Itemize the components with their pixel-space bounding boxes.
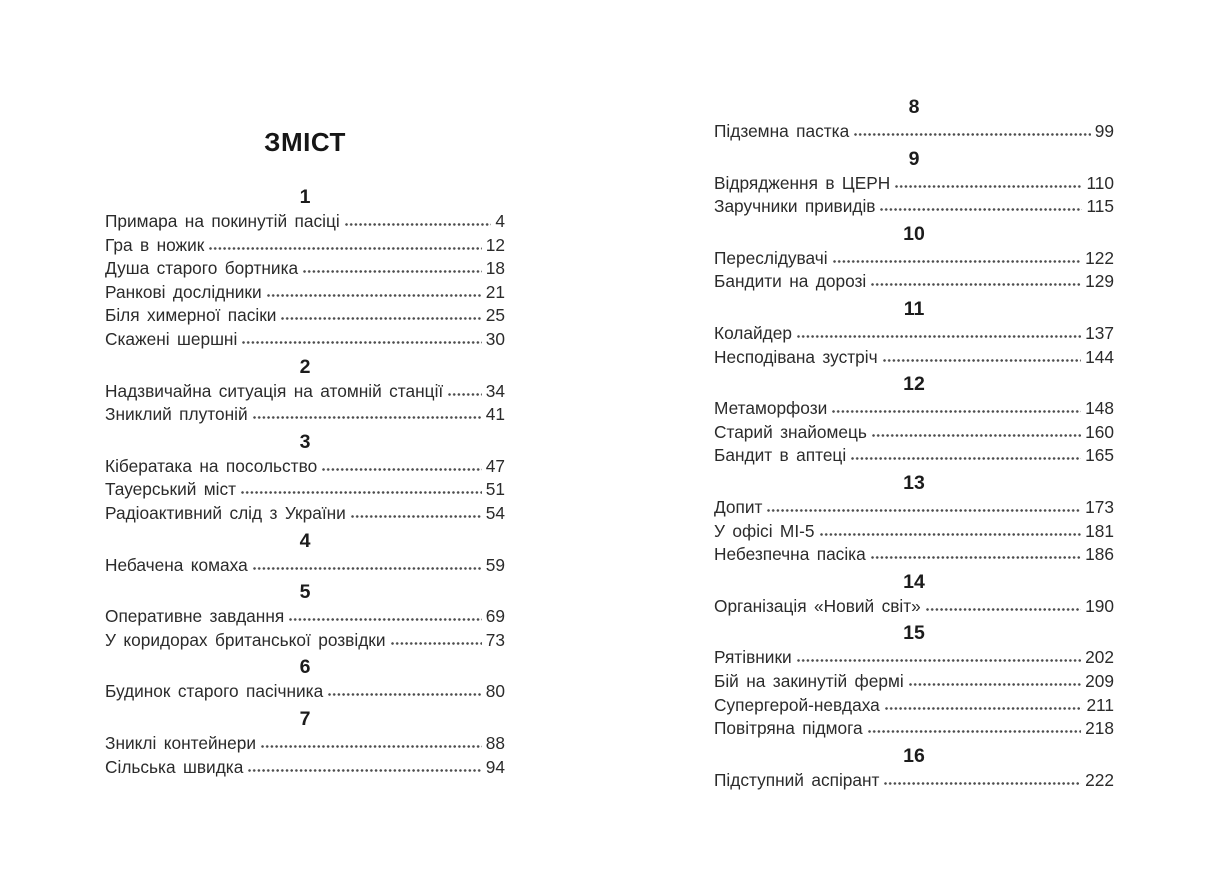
entry-page-number: 115 bbox=[1086, 196, 1114, 217]
entry-page-number: 209 bbox=[1085, 670, 1114, 691]
entry-page-number: 34 bbox=[485, 380, 505, 401]
toc-entry bbox=[105, 403, 505, 427]
chapter-number: 1 bbox=[299, 186, 311, 208]
entry-page-number: 54 bbox=[485, 502, 505, 523]
entry-page-number: 59 bbox=[485, 554, 505, 575]
dot-leader bbox=[875, 207, 1086, 212]
toc-entry bbox=[714, 670, 1114, 694]
dot-leader bbox=[921, 607, 1085, 612]
entry-page-number: 69 bbox=[485, 606, 505, 627]
entry-page-number: 190 bbox=[1085, 595, 1114, 616]
chapter-number: 7 bbox=[299, 707, 311, 730]
entry-page-number: 129 bbox=[1085, 271, 1114, 292]
dot-leader bbox=[204, 246, 485, 251]
toc-sections-left bbox=[105, 185, 505, 779]
dot-leader bbox=[846, 456, 1085, 461]
entry-page-number: 218 bbox=[1085, 718, 1114, 739]
entry-title: Несподівана зустріч bbox=[714, 346, 878, 367]
toc-column-right bbox=[714, 92, 1114, 792]
entry-page-number: 73 bbox=[485, 629, 505, 650]
entry-page-number: 47 bbox=[485, 455, 505, 476]
entry-page-number: 186 bbox=[1085, 544, 1114, 565]
entry-page-number: 25 bbox=[485, 305, 505, 326]
entry-page-number: 181 bbox=[1085, 520, 1114, 541]
toc-entry bbox=[714, 120, 1114, 144]
toc-entry bbox=[105, 210, 505, 234]
entry-title: Біля химерної пасіки bbox=[105, 305, 277, 326]
toc-entry bbox=[105, 732, 505, 756]
toc-entry bbox=[105, 680, 505, 704]
entry-page-number: 41 bbox=[485, 404, 505, 425]
entry-page-number: 4 bbox=[495, 211, 505, 231]
entry-title: Примара на покинутій пасіці bbox=[105, 211, 340, 231]
dot-leader bbox=[863, 729, 1086, 734]
dot-leader bbox=[317, 467, 486, 472]
entry-title: Старий знайомець bbox=[714, 421, 867, 442]
entry-title: Підступний аспірант bbox=[714, 769, 880, 790]
toc-entry bbox=[714, 270, 1114, 294]
toc-entry bbox=[714, 769, 1114, 793]
dot-leader bbox=[256, 744, 486, 749]
entry-title: Заручники привидів bbox=[714, 196, 876, 217]
toc-entry bbox=[714, 421, 1114, 445]
entry-page-number: 160 bbox=[1085, 421, 1114, 442]
dot-leader bbox=[340, 222, 496, 227]
dot-leader bbox=[248, 566, 486, 571]
toc-entry bbox=[105, 455, 505, 479]
entry-title: Колайдер bbox=[714, 322, 792, 343]
entry-title: Бандити на дорозі bbox=[714, 271, 867, 292]
dot-leader bbox=[904, 682, 1085, 687]
dot-leader bbox=[262, 293, 486, 298]
entry-title: Скажені шершні bbox=[105, 328, 238, 349]
chapter-number: 12 bbox=[903, 373, 925, 396]
entry-title: Повітряна підмога bbox=[714, 718, 863, 739]
toc-entry bbox=[105, 281, 505, 305]
toc-entry bbox=[714, 397, 1114, 421]
chapter-number: 14 bbox=[903, 570, 925, 593]
toc-entry bbox=[714, 717, 1114, 741]
toc-entry bbox=[714, 195, 1114, 219]
dot-leader bbox=[284, 617, 486, 622]
entry-title: У офісі МІ-5 bbox=[714, 520, 815, 541]
toc-entry bbox=[714, 444, 1114, 468]
entry-page-number: 110 bbox=[1086, 172, 1114, 193]
toc-entry bbox=[714, 247, 1114, 271]
entry-page-number: 211 bbox=[1086, 694, 1114, 715]
entry-page-number: 173 bbox=[1085, 496, 1114, 517]
toc-entry bbox=[105, 629, 505, 653]
dot-leader bbox=[346, 514, 486, 519]
toc-entry bbox=[714, 543, 1114, 567]
toc-entry bbox=[105, 304, 505, 328]
entry-page-number: 21 bbox=[485, 281, 505, 302]
entry-title: Оперативне завдання bbox=[105, 606, 285, 627]
dot-leader bbox=[849, 132, 1095, 137]
toc-entry bbox=[714, 322, 1114, 346]
chapter-number: 9 bbox=[908, 147, 920, 170]
dot-leader bbox=[248, 415, 486, 420]
entry-title: Радіоактивний слід з України bbox=[105, 502, 346, 523]
entry-title: Бандит в аптеці bbox=[714, 445, 847, 466]
toc-entry bbox=[714, 646, 1114, 670]
entry-page-number: 202 bbox=[1085, 647, 1114, 668]
chapter-number: 3 bbox=[299, 430, 311, 453]
dot-leader bbox=[236, 490, 486, 495]
entry-title: Зниклі контейнери bbox=[105, 732, 257, 753]
dot-leader bbox=[443, 392, 486, 397]
toc-entry bbox=[105, 478, 505, 502]
dot-leader bbox=[792, 658, 1086, 663]
dot-leader bbox=[762, 508, 1085, 513]
toc-entry bbox=[714, 172, 1114, 196]
chapter-number: 5 bbox=[299, 581, 311, 604]
entry-page-number: 51 bbox=[485, 479, 505, 500]
toc-entry bbox=[714, 595, 1114, 619]
dot-leader bbox=[867, 433, 1085, 438]
entry-page-number: 12 bbox=[485, 234, 505, 255]
dot-leader bbox=[880, 706, 1087, 711]
dot-leader bbox=[323, 692, 486, 697]
toc-entry bbox=[105, 328, 505, 352]
entry-title: Бій на закинутій фермі bbox=[714, 670, 904, 691]
chapter-number: 16 bbox=[903, 744, 925, 767]
toc-entry bbox=[105, 605, 505, 629]
dot-leader bbox=[792, 334, 1085, 339]
entry-page-number: 165 bbox=[1085, 445, 1114, 466]
dot-leader bbox=[276, 316, 485, 321]
toc-entry bbox=[105, 234, 505, 258]
chapter-number: 6 bbox=[299, 656, 311, 679]
dot-leader bbox=[828, 259, 1086, 264]
toc-entry bbox=[714, 694, 1114, 718]
toc-entry bbox=[105, 502, 505, 526]
entry-title: Рятівники bbox=[714, 647, 792, 668]
entry-title: Надзвичайна ситуація на атомній станції bbox=[105, 380, 444, 401]
entry-title: Тауерський міст bbox=[105, 479, 237, 500]
entry-title: Будинок старого пасічника bbox=[105, 681, 324, 702]
entry-title: У коридорах британської розвідки bbox=[105, 629, 386, 650]
chapter-number: 4 bbox=[299, 529, 311, 552]
chapter-number: 8 bbox=[908, 96, 920, 118]
dot-leader bbox=[890, 184, 1086, 189]
entry-title: Підземна пастка bbox=[714, 121, 850, 141]
entry-page-number: 80 bbox=[485, 681, 505, 702]
toc-entry bbox=[105, 756, 505, 780]
dot-leader bbox=[866, 282, 1085, 287]
toc-column-left bbox=[105, 128, 505, 779]
toc-entry bbox=[105, 380, 505, 404]
dot-leader bbox=[386, 641, 486, 646]
entry-title: Сільська швидка bbox=[105, 756, 244, 777]
dot-leader bbox=[815, 532, 1086, 537]
entry-page-number: 88 bbox=[485, 732, 505, 753]
entry-title: Супергерой-невдаха bbox=[714, 694, 880, 715]
entry-title: Переслідувачі bbox=[714, 247, 828, 268]
entry-title: Відрядження в ЦЕРН bbox=[714, 172, 891, 193]
entry-page-number: 94 bbox=[485, 756, 505, 777]
toc-entry bbox=[714, 346, 1114, 370]
entry-title: Ранкові дослідники bbox=[105, 281, 262, 302]
entry-title: Зниклий плутоній bbox=[105, 404, 248, 425]
dot-leader bbox=[298, 269, 486, 274]
entry-title: Небачена комаха bbox=[105, 554, 248, 575]
entry-title: Гра в ножик bbox=[105, 234, 205, 255]
entry-page-number: 122 bbox=[1085, 247, 1114, 268]
dot-leader bbox=[243, 768, 485, 773]
entry-title: Небезпечна пасіка bbox=[714, 544, 866, 565]
page-title: ЗМІСТ bbox=[264, 127, 346, 157]
entry-page-number: 30 bbox=[485, 328, 505, 349]
entry-page-number: 222 bbox=[1085, 769, 1114, 790]
chapter-number: 10 bbox=[903, 222, 925, 245]
chapter-number: 2 bbox=[299, 355, 311, 378]
dot-leader bbox=[866, 555, 1085, 560]
entry-title: Допит bbox=[714, 496, 763, 517]
dot-leader bbox=[878, 358, 1086, 363]
chapter-number: 11 bbox=[903, 297, 925, 320]
dot-leader bbox=[879, 781, 1085, 786]
toc-sections-right bbox=[714, 95, 1114, 792]
toc-entry bbox=[714, 496, 1114, 520]
entry-title: Організація «Новий світ» bbox=[714, 595, 921, 616]
toc-entry bbox=[105, 554, 505, 578]
dot-leader bbox=[827, 409, 1085, 414]
entry-title: Душа старого бортника bbox=[105, 258, 299, 279]
entry-page-number: 148 bbox=[1085, 398, 1114, 419]
entry-page-number: 144 bbox=[1085, 346, 1114, 367]
entry-page-number: 99 bbox=[1094, 121, 1114, 141]
entry-title: Кібератака на посольство bbox=[105, 455, 318, 476]
toc-entry bbox=[105, 257, 505, 281]
dot-leader bbox=[237, 340, 485, 345]
entry-page-number: 18 bbox=[485, 258, 505, 279]
chapter-number: 15 bbox=[903, 622, 925, 645]
entry-title: Метаморфози bbox=[714, 398, 828, 419]
chapter-number: 13 bbox=[903, 471, 925, 494]
entry-page-number: 137 bbox=[1085, 322, 1114, 343]
toc-entry bbox=[714, 520, 1114, 544]
